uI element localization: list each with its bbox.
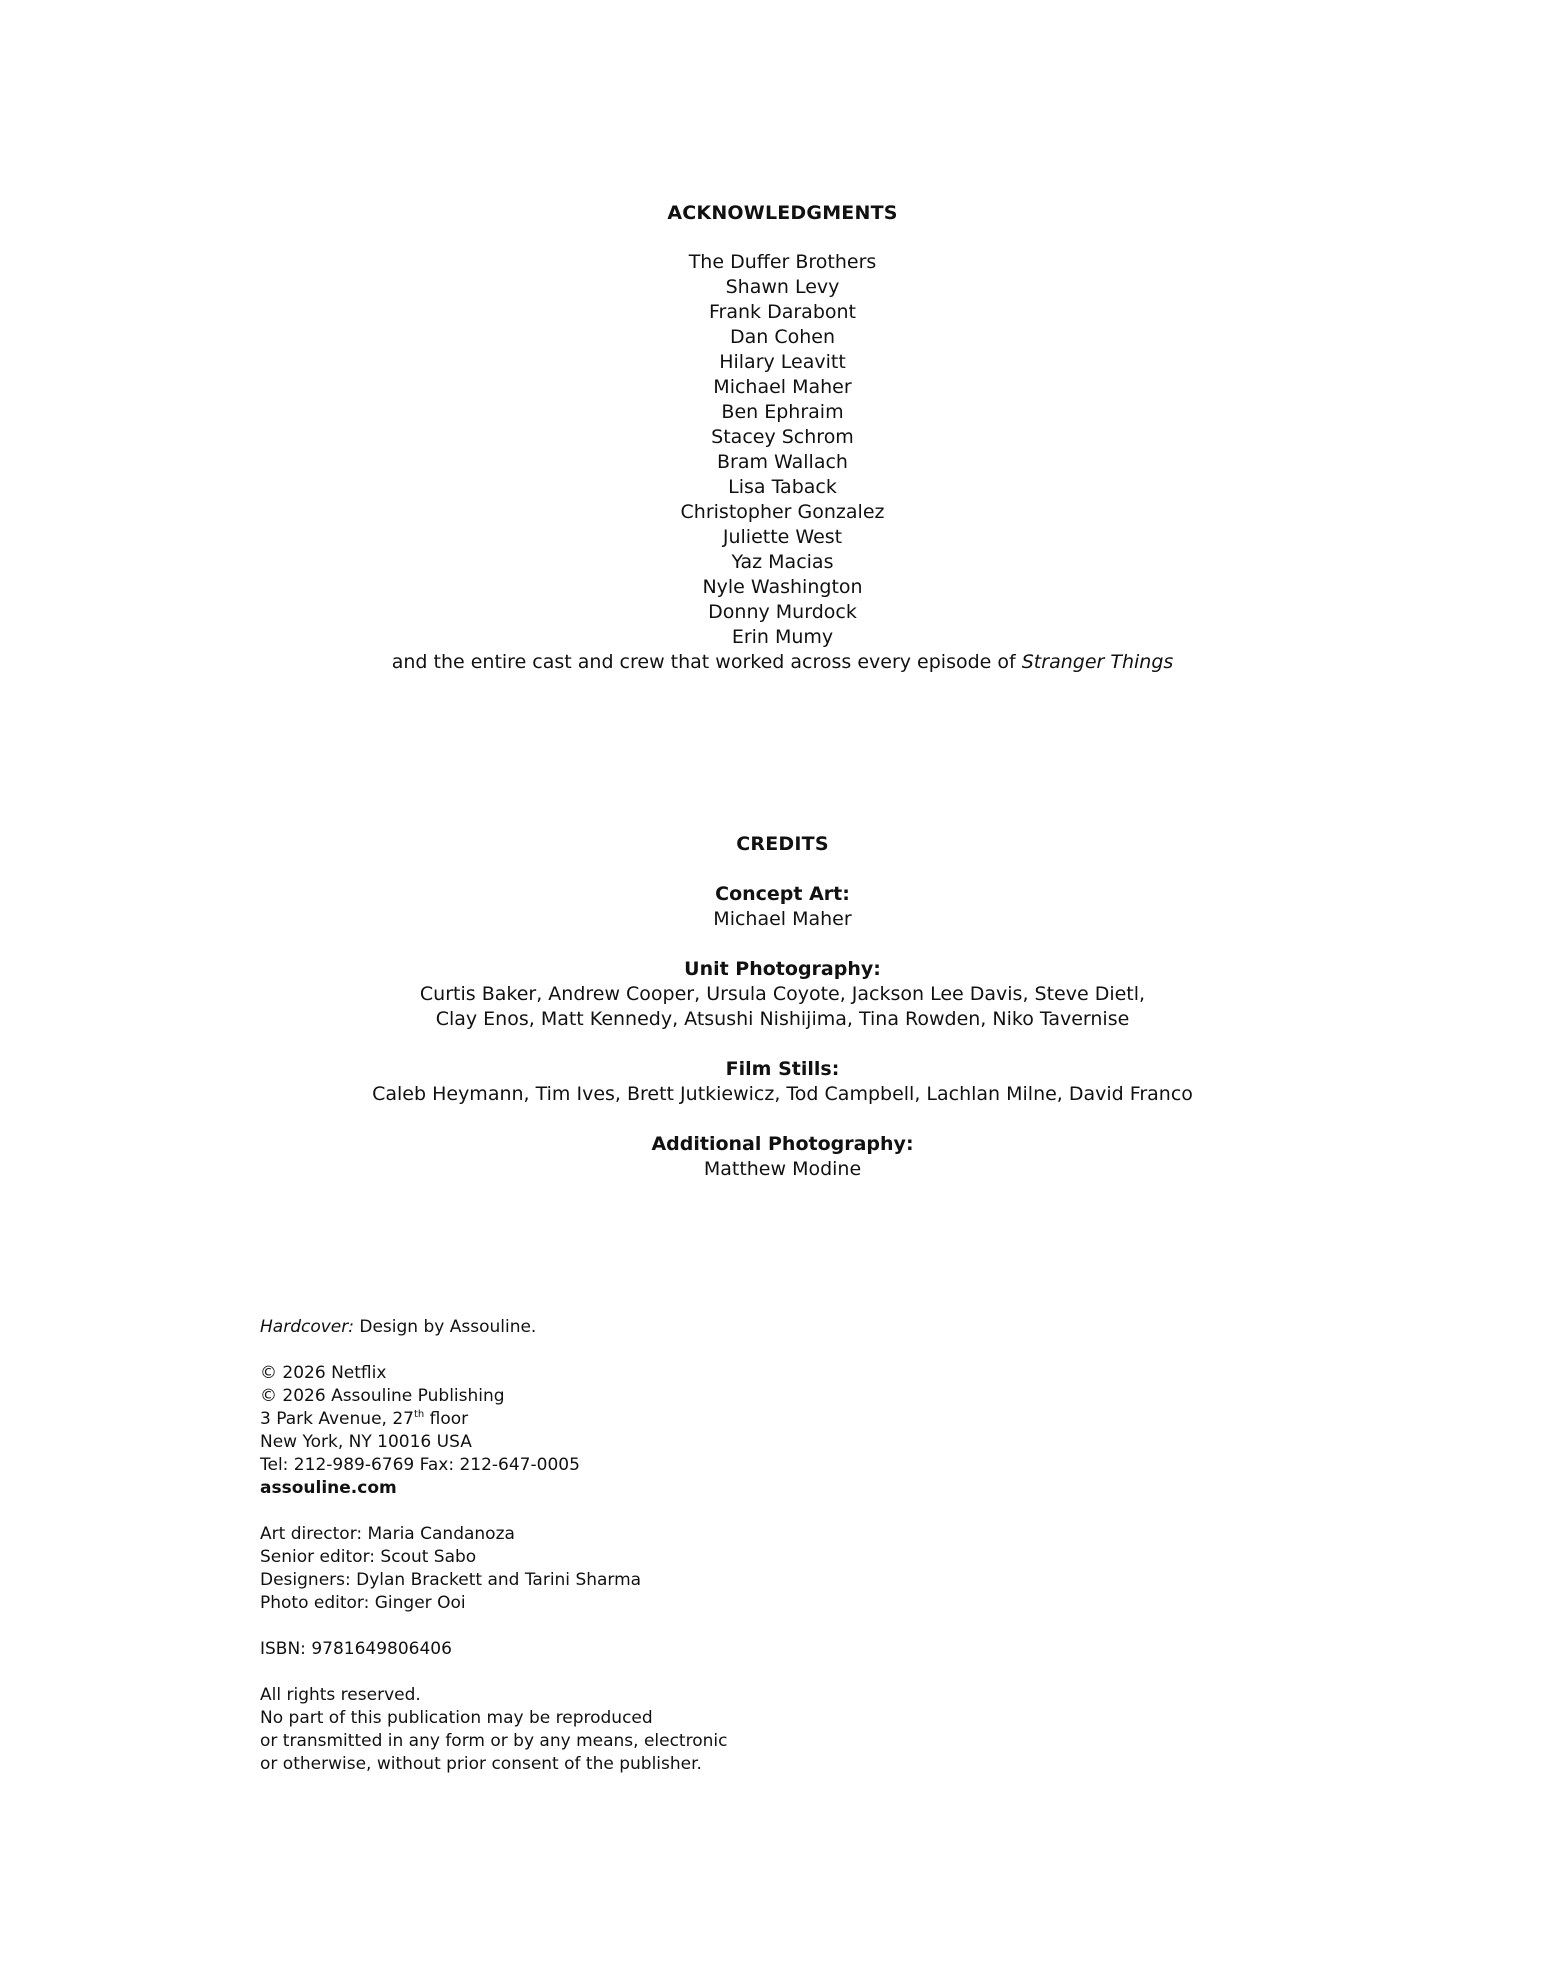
publisher-info	[260, 1362, 1060, 1500]
address-street-floor: floor	[424, 1409, 469, 1429]
credit-names: Curtis Baker, Andrew Cooper, Ursula Coyote, Jackson Lee Davis, Steve Dietl,	[419, 983, 1146, 1005]
show-title: Stranger Things	[1021, 651, 1174, 673]
hardcover-text: Design by Assouline.	[353, 1317, 537, 1337]
address-street	[260, 1408, 1060, 1431]
list-item: Nyle Washington	[702, 576, 863, 598]
ordinal-suffix: th	[413, 1409, 425, 1420]
list-item: Stacey Schrom	[711, 426, 854, 448]
copyright-assouline: © 2026 Assouline Publishing	[260, 1386, 505, 1406]
credit-names: Michael Maher	[713, 908, 852, 930]
rights-line: All rights reserved.	[260, 1685, 421, 1705]
credit-concept-art	[0, 882, 1565, 932]
photo-editor: Photo editor: Ginger Ooi	[260, 1593, 466, 1613]
credit-additional-photography	[0, 1132, 1565, 1182]
website-link[interactable]: assouline.com	[260, 1478, 397, 1498]
designers: Designers: Dylan Brackett and Tarini Sharma	[260, 1570, 642, 1590]
credit-label: Additional Photography:	[651, 1133, 914, 1155]
credit-names: Matthew Modine	[703, 1158, 862, 1180]
rights-line: or transmitted in any form or by any means, electronic	[260, 1731, 728, 1751]
credits-heading: CREDITS	[736, 833, 829, 855]
credit-film-stills	[0, 1057, 1565, 1107]
acknowledgments-heading: ACKNOWLEDGMENTS	[667, 202, 898, 224]
hardcover-note	[260, 1316, 1060, 1339]
list-item: Hilary Leavitt	[719, 351, 846, 373]
list-item: Juliette West	[722, 526, 843, 548]
acknowledgments-name-list	[0, 250, 1565, 650]
list-item: Erin Mumy	[731, 626, 834, 648]
senior-editor: Senior editor: Scout Sabo	[260, 1547, 477, 1567]
list-item: Bram Wallach	[717, 451, 848, 473]
phone-fax: Tel: 212-989-6769 Fax: 212-647-0005	[260, 1455, 580, 1475]
rights-line: or otherwise, without prior consent of the publisher.	[260, 1754, 702, 1774]
acknowledgments-closing-line	[0, 650, 1565, 675]
credit-label: Film Stills:	[725, 1058, 840, 1080]
credit-label: Concept Art:	[715, 883, 850, 905]
rights-line: No part of this publication may be reproduced	[260, 1708, 653, 1728]
credit-unit-photography	[0, 957, 1565, 1032]
copyright-netflix: © 2026 Netflix	[260, 1363, 387, 1383]
list-item: Lisa Taback	[728, 476, 837, 498]
closing-text: and the entire cast and crew that worked across every episode of	[391, 651, 1022, 673]
list-item: Frank Darabont	[709, 301, 856, 323]
art-director: Art director: Maria Candanoza	[260, 1524, 515, 1544]
isbn-block	[260, 1638, 1060, 1661]
list-item: Michael Maher	[713, 376, 852, 398]
address-city: New York, NY 10016 USA	[260, 1432, 472, 1452]
list-item: Ben Ephraim	[721, 401, 844, 423]
list-item: Yaz Macias	[731, 551, 834, 573]
credit-label: Unit Photography:	[684, 958, 881, 980]
isbn: ISBN: 9781649806406	[260, 1639, 452, 1659]
list-item: The Duffer Brothers	[688, 251, 877, 273]
credit-names: Caleb Heymann, Tim Ives, Brett Jutkiewicz, Tod Campbell, Lachlan Milne, David Franco	[372, 1083, 1193, 1105]
colophon	[260, 1316, 1060, 1799]
list-item: Christopher Gonzalez	[680, 501, 885, 523]
credit-names: Clay Enos, Matt Kennedy, Atsushi Nishijima, Tina Rowden, Niko Tavernise	[435, 1008, 1130, 1030]
list-item: Shawn Levy	[725, 276, 840, 298]
rights-notice	[260, 1684, 1060, 1776]
list-item: Donny Murdock	[708, 601, 857, 623]
hardcover-label: Hardcover:	[260, 1317, 354, 1337]
list-item: Dan Cohen	[729, 326, 836, 348]
staff-credits	[260, 1523, 1060, 1615]
address-street-text: 3 Park Avenue, 27	[260, 1409, 414, 1429]
